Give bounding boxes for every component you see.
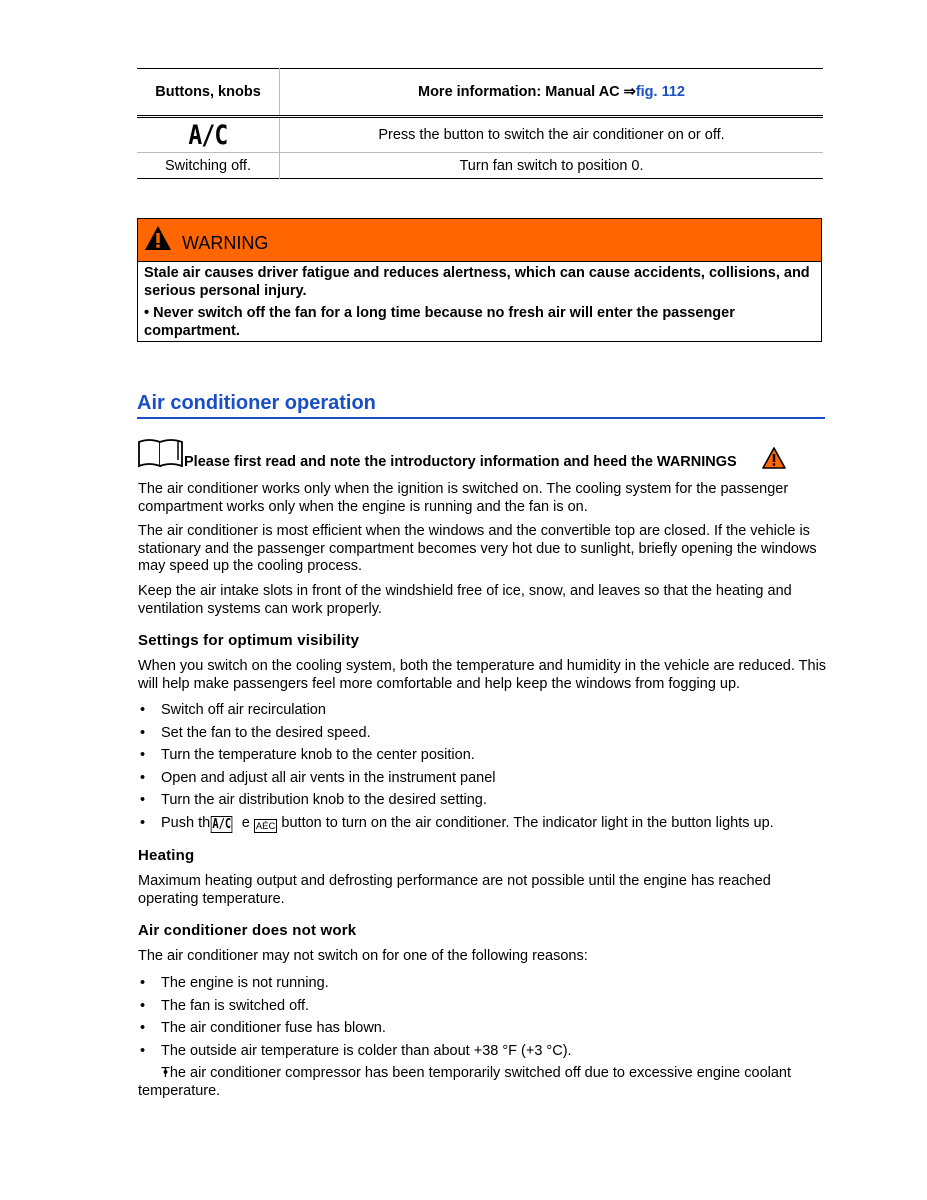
paragraph: The air conditioner may not switch on for one of the following reasons: — [138, 948, 588, 964]
table-cell: Switching off. — [137, 153, 280, 179]
paragraph: The air conditioner is most efficient when the windows and the convertible top are closed. If the vehicle is stationary and the passenger compartment becomes very hot due to sunlight, briefly opening the windows may speed up the cooling process. — [138, 523, 817, 574]
col1-header: Buttons, knobs — [137, 69, 280, 117]
list-item: • The air conditioner compressor has been temporarily switched off due to excessive engine coolant temperature. — [138, 1065, 828, 1100]
ac-button-symbol — [137, 117, 280, 153]
table-cell: Turn fan switch to position 0. — [459, 157, 644, 174]
note-line — [138, 438, 838, 470]
visibility-list — [138, 702, 828, 833]
push-text: button to turn on the air conditioner. The indicator light in the button lights up. — [281, 814, 774, 831]
table-row — [137, 153, 823, 179]
table-header-row — [137, 69, 823, 117]
table-cell: Press the button to switch the air conditioner on or off. — [378, 127, 725, 143]
book-icon — [138, 438, 184, 473]
subheading-not-work: Air conditioner does not work — [138, 922, 357, 939]
aec-button-icon: AÉC — [255, 820, 276, 832]
warning-small-icon — [762, 447, 786, 474]
paragraph: Keep the air intake slots in front of the windshield free of ice, snow, and leaves so that the heating and ventilation systems can work properly. — [138, 583, 792, 617]
list-item: • Turn the air distribution knob to the desired setting. — [138, 792, 828, 810]
section-title: Air conditioner operation — [137, 392, 825, 419]
subheading-visibility: Settings for optimum visibility — [138, 632, 360, 649]
paragraph: Maximum heating output and defrosting performance are not possible until the engine has reached operating temperature. — [138, 873, 771, 907]
col2-header — [280, 69, 824, 117]
list-item: • The air conditioner fuse has blown. — [138, 1020, 828, 1038]
list-item: • Set the fan to the desired speed. — [138, 725, 828, 743]
list-item — [138, 815, 828, 833]
controls-table — [137, 68, 823, 179]
ac-symbol-icon: A/C — [188, 119, 228, 151]
list-item: • The fan is switched off. — [138, 998, 828, 1016]
fig-link[interactable]: fig. 112 — [635, 84, 685, 100]
list-item: • The outside air temperature is colder than about +38 °F (+3 °C). — [138, 1043, 828, 1061]
warning-triangle-icon — [144, 225, 172, 256]
push-text: Push th — [161, 814, 211, 831]
ac-button-icon: A/C — [212, 816, 232, 832]
warning-box — [137, 218, 822, 342]
warning-header — [138, 219, 821, 262]
warning-bullet: • Never switch off the fan for a long time because no fresh air will enter the passenger compartment. — [144, 305, 735, 339]
list-item: • Open and adjust all air vents in the instrument panel — [138, 770, 828, 788]
not-work-list — [138, 975, 828, 1100]
subheading-heating: Heating — [138, 847, 195, 864]
col2-header-text: More information: Manual AC ⇒ — [417, 84, 636, 100]
table-row — [137, 117, 823, 153]
paragraph: When you switch on the cooling system, both the temperature and humidity in the vehicle are reduced. This will help make passengers feel more comfortable and help keep the windows from fogging up. — [138, 658, 827, 692]
note-text: Please first read and note the introductory information and heed the WARNINGS — [184, 454, 737, 470]
paragraph: The air conditioner works only when the ignition is switched on. The cooling system for the passenger compartment works only when the engine is running and the fan is on. — [138, 481, 789, 515]
warning-body — [138, 262, 821, 346]
warning-title: WARNING — [182, 232, 269, 253]
push-text: e — [241, 814, 250, 831]
list-item: • Switch off air recirculation — [138, 702, 828, 720]
list-item: • The engine is not running. — [138, 975, 828, 993]
list-item: • Turn the temperature knob to the center position. — [138, 747, 828, 765]
warning-text: Stale air causes driver fatigue and reduces alertness, which can cause accidents, collisions, and serious personal injury. — [144, 265, 810, 299]
